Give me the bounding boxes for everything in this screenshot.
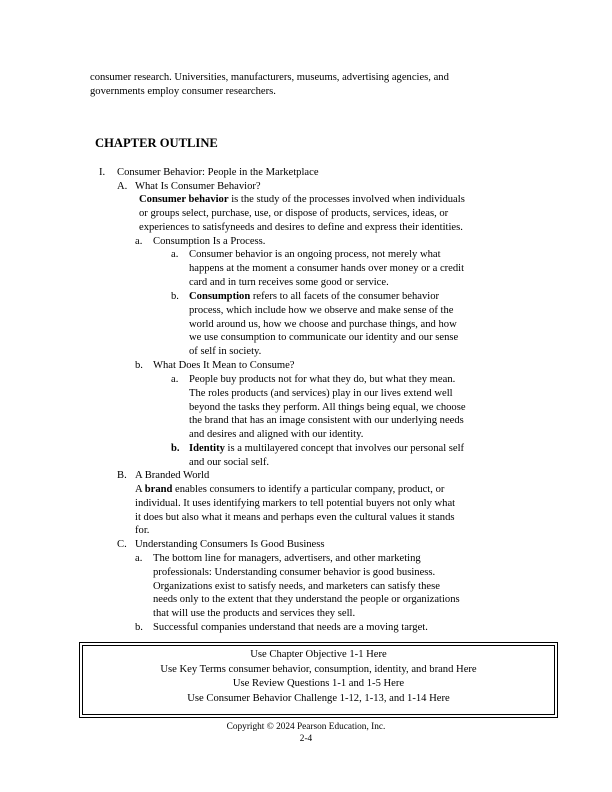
outline-title: Understanding Consumers Is Good Business (135, 539, 325, 550)
outline-item-a-b-b (171, 442, 464, 470)
outline-marker: b. (135, 360, 143, 371)
outline-marker: a. (135, 236, 143, 247)
body-text: it does but also what it means and perhaps even the cultural values it stands (135, 511, 455, 523)
outline-title: What Is Consumer Behavior? (135, 181, 261, 192)
outline-title: What Does It Mean to Consume? (153, 360, 295, 371)
brand-definition (135, 483, 455, 538)
outline-title: Consumer Behavior: People in the Marketplace (117, 167, 319, 178)
outline-title: A Branded World (135, 470, 210, 481)
outline-marker: b. (135, 622, 143, 633)
body-text: is a multilayered concept that involves our personal self (224, 443, 465, 454)
outline-item-a-b-a (171, 373, 466, 442)
body-text: Consumer behavior is an ongoing process, not merely what (189, 249, 441, 260)
outline-marker: a. (135, 553, 143, 564)
intro-line: governments employ consumer researchers. (90, 85, 276, 97)
outline-item-c (117, 538, 325, 552)
footer-copyright: Copyright © 2024 Pearson Education, Inc. (226, 722, 386, 732)
instruction-box-inner (82, 645, 555, 715)
body-text: The bottom line for managers, advertisers, and other marketing (153, 553, 421, 564)
outline-item-a-b (135, 359, 295, 373)
term-bold: Identity (189, 443, 225, 454)
instruction-line: Use Review Questions 1-1 and 1-5 Here (232, 678, 405, 689)
instruction-box (79, 642, 558, 718)
body-text: professionals: Understanding consumer behavior is good business. (153, 566, 436, 578)
body-text: beyond the tasks they perform. All things being equal, we choose (189, 401, 466, 413)
chapter-outline-heading: CHAPTER OUTLINE (95, 136, 218, 150)
body-text: process, which include how we observe and make sense of the (189, 304, 454, 316)
consumer-behavior-definition (139, 193, 465, 234)
term-bold: brand (144, 484, 173, 495)
outline-marker: B. (117, 470, 127, 481)
body-text: that will use the products and services they sell. (153, 608, 356, 620)
term-bold: Consumer behavior (139, 194, 229, 205)
outline-item-a-a-b (171, 290, 458, 359)
outline-marker: I. (99, 167, 106, 178)
body-text: The roles products (and services) play in our lives extend well (189, 387, 453, 399)
body-text: card and in turn receives some good or service. (189, 276, 389, 288)
term-bold: Consumption (189, 291, 251, 302)
outline-item-a (117, 180, 261, 194)
instruction-line: Use Key Terms consumer behavior, consumption, identity, and brand Here (160, 663, 477, 675)
outline-marker: a. (171, 374, 179, 385)
body-text: world around us, how we choose and purchase things, and how (189, 318, 457, 330)
body-text: we use consumption to communicate our identity and our sense (189, 332, 459, 344)
body-text: needs only to the extent that they understand the people or organizations (153, 594, 460, 606)
body-text: experiences to satisfyneeds and desires to define and express their identities. (139, 221, 463, 233)
outline-marker: b. (171, 443, 180, 454)
body-text: of self in society. (189, 346, 262, 358)
outline-item-a-a (135, 235, 265, 249)
outline-marker: A. (117, 181, 128, 192)
instruction-line: Use Chapter Objective 1-1 Here (250, 649, 387, 660)
outline-marker: C. (117, 539, 127, 550)
outline-item-a-a-a (171, 248, 464, 289)
body-text: refers to all facets of the consumer behavior (250, 291, 440, 302)
instruction-line: Use Consumer Behavior Challenge 1-12, 1-13, and 1-14 Here (187, 692, 450, 704)
body-text: People buy products not for what they do, but what they mean. (189, 374, 456, 385)
outline-item-b (117, 469, 209, 483)
intro-line: consumer research. Universities, manufacturers, museums, advertising agencies, and (90, 72, 449, 83)
body-text: happens at the moment a consumer hands over money or a credit (189, 262, 465, 274)
outline-marker: a. (171, 249, 179, 260)
body-text: enables consumers to identify a particular company, product, or (172, 484, 445, 495)
body-text: or groups select, purchase, use, or dispose of products, services, ideas, or (139, 207, 449, 219)
body-text: is the study of the processes involved when individuals (228, 194, 465, 205)
outline-item-i (99, 166, 319, 180)
footer-page-number: 2-4 (299, 734, 313, 744)
body-text: A (135, 484, 145, 495)
outline-title: Consumption Is a Process. (153, 236, 266, 247)
outline-marker: b. (171, 291, 179, 302)
body-text: the brand that has an image consistent with our underlying needs (189, 415, 464, 427)
body-text: and our social self. (189, 456, 270, 468)
body-text: Organizations exist to satisfy needs, and marketers can satisfy these (153, 580, 440, 592)
body-text: and desires and aligned with our identity. (189, 429, 364, 441)
body-text: for. (135, 525, 150, 537)
intro-paragraph (90, 71, 522, 99)
outline-item-c-a (135, 552, 460, 621)
body-text: Successful companies understand that needs are a moving target. (153, 622, 428, 633)
body-text: individual. It uses identifying markers to tell potential buyers not only what (135, 497, 456, 509)
outline-item-c-b (135, 621, 428, 635)
